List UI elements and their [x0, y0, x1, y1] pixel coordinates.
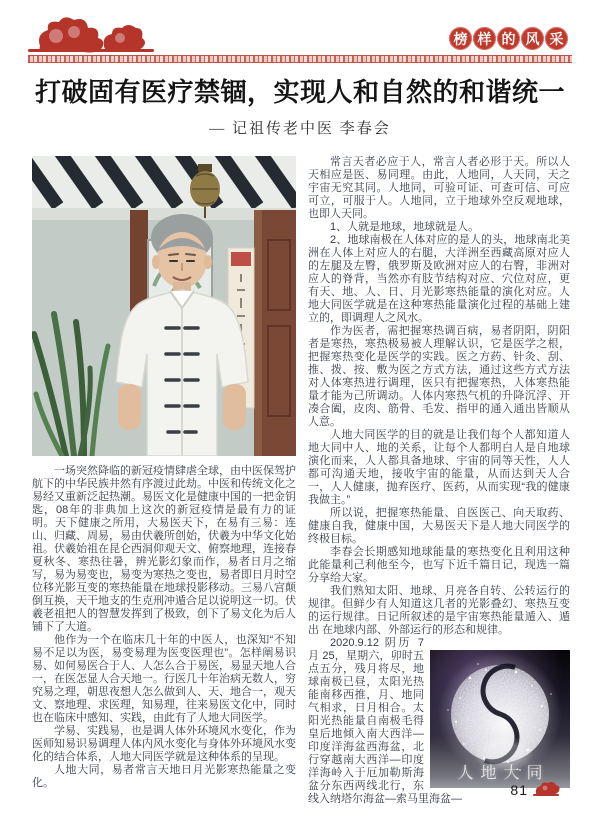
paragraph: 作为医者，需把握寒热调百病，易者阴阳，阴阳者是寒热，寒热极易被人理解认识，它是医学之根，把握寒热变化是医学的实践。医之方药、针灸、刮、推、拨、按、敷为医之方式方法，通过这些方式方法对人体寒热进行调理，医只有把握寒热，人体寒热能量才能为己所调动。人体内寒热气机的升降沉浮、开凑合阖，皮肉、筋骨、毛发、指甲的通入通出皆顺从人意。 — [308, 325, 570, 428]
page-footer — [510, 781, 562, 798]
paragraph: 人地大同医学的目的就是让我们每个人都知道人地大同中人、地的关系，让每个人都明白人是自地球演化而来，人人都具备地球、宇宙的同等天性，人人都可沟通天地，接收宇宙的能量，从而达到天人合一，人人健康，抛弃医疗、医药，从而实现“我的健康我做主。” — [308, 429, 570, 506]
portrait-illustration — [32, 156, 296, 456]
paragraph: 所以说，把握寒热能量、自医医己、向天取药、健康自我，健康中国，大易医天下是人地大同医学的终极目标。 — [308, 507, 570, 545]
badge-char: 风 — [521, 27, 544, 50]
page-number: 81 — [510, 781, 528, 798]
portrait-photo — [32, 156, 296, 456]
badge-char: 采 — [545, 27, 568, 50]
left-column — [32, 156, 296, 790]
paragraph: 2、地球南极在人体对应的是人的头，地球南北美洲在人体上对应人的右腿，大洋洲至西藏高原对应人的左腿及左臀，俄罗斯及欧洲对应人的右臀，非洲对应人的脊背，当然亦有肢节结构对应、穴位对应，更有天、地、人、日、月光影寒热能量的演化对应。人地大同医学就是在这种寒热能量演化过程的基础上建立的，即调理人之风水。 — [308, 234, 570, 324]
yinyang-image — [430, 650, 570, 788]
auspicious-cloud-icon — [26, 16, 156, 58]
article-byline: — 记祖传老中医 李春会 — [209, 121, 391, 137]
right-column — [308, 156, 570, 806]
paragraph: 学易、实践易，也是调人体外环境风水变化，作为医师知易识易调理人体内风水变化与身体外环境风水变化的结合体系，人地大同医学就是这种体系的呈现。 — [32, 725, 296, 763]
paragraph: 他作为一个在临床几十年的中医人，也深知“不知易不足以为医，易变易理为医变医理也”。怎样阐易识易、如何易医合于人、人怎么合于易医，易显天地人合一，在医怎显人合天地一。行医几十年治病无数人，穷究易之理，朝思夜想人怎么做到人、天、地合一，观天文、察地理、求医理，知易理，往来易医文化中，同时也在临床中感知、实践，由此有了人地大同医学。 — [32, 634, 296, 724]
column-badge — [449, 27, 568, 50]
paragraph: 我们熟知太阳、地球、月亮各自转、公转运行的规律。但鲜少有人知道这几者的光影叠幻、寒热互变的运行规律。日记所叙述的是宇宙寒热能量遁入、遁出 在地球内部、外部运行的形态和规律。 — [308, 585, 570, 636]
badge-char: 榜 — [449, 27, 472, 50]
paragraph: 人地大同，易者常言天地日月光影寒热能量之变化。 — [32, 764, 296, 789]
paragraph: 1、人就是地球，地球就是人。 — [330, 221, 480, 233]
article-title: 打破固有医疗禁锢，实现人和自然的和谐统一 — [34, 77, 565, 107]
decorative-border-strip — [28, 55, 572, 63]
paragraph: 常言天者必应于人，常言人者必形于天。所以人天相应是医、易同理。由此，人地同，人天同，天之宇宙无究其同。人地同，可验可证、可查可信、可应可立，可服于人。人地同，立于地球外空反观地球，也即人天同。 — [308, 156, 570, 220]
footer-cloud-icon — [532, 781, 562, 798]
badge-char: 样 — [473, 27, 496, 50]
diary-paragraph: 2020.9.12 阴历 7 月 25，星期六，卯时五点五分，残月将尽，地球南极已昼，太阳光热能南移西推，月、地同气相求，日月相合。太阳光热能量自南极毛得皇后地倾入南大西洋—印度洋海盆西海盆，北行穿越南大西洋—印度洋海岭入于厄加勒斯海盆分东西两线北行，东线入纳塔尔海盆—索马里海盆— — [308, 637, 462, 805]
paragraph: 一场突然降临的新冠疫情肆虐全球，由中医保驾护航下的中华民族井然有序渡过此劫。中医和传统文化之易经又重新泛起热潮。易医文化是健康中国的一把金钥匙，08年的非典加上这次的新冠疫情是最有力的证明。天下健康之所用，大易医天下，在易有三易：连山、归藏、周易，易由伏羲所创始，伏羲为中华文化始祖。伏羲始祖在昆仑西洞仰观天文、俯察地理，连接春夏秋冬、寒热往暑，辨光影幻象而作，易者日月之缩写，易为易变也，易变为寒热之变也，易者即日月时空位移光影互变的寒热能量在地球投影移动。三易八宫颠倒互换，天干地支的生克刑冲遁合足以说明这一切。伏羲老祖把人的智慧发挥到了极致，创下了易文化为后人铺下了大道。 — [32, 465, 296, 633]
yinyang-caption: 人地大同 — [457, 765, 550, 782]
badge-char: 的 — [497, 27, 520, 50]
paragraph: 李春会长期感知地球能量的寒热变化且利用这种此能量利己利他至今，也写下近千篇日记，现选一篇分享给大家。 — [308, 546, 570, 584]
